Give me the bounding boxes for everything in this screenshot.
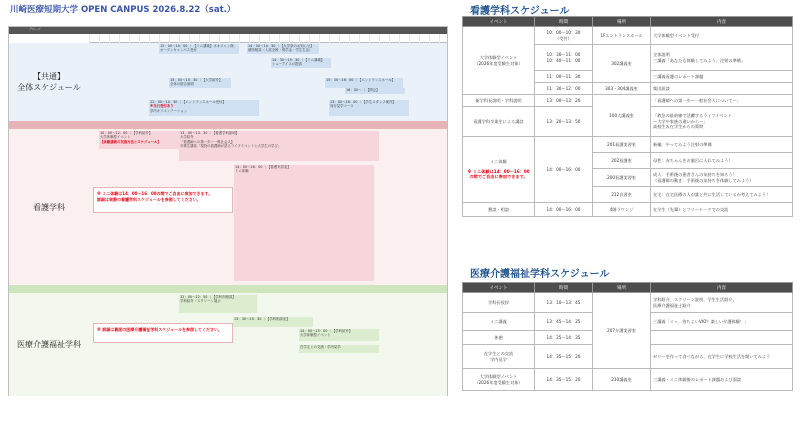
nursing-schedule-title: 看護学科スケジュール <box>470 6 570 17</box>
cell-place: 202看護室 <box>593 153 651 169</box>
col-header-content: 内容 <box>651 17 793 27</box>
cell-time: 14：00～16：00 <box>535 203 593 217</box>
nursing-note: ※ ミニ体験は14：00～16：00の間でご自由に参加できます。 詳細は実際の看護学科スケジュールを参照してください。 <box>93 187 233 213</box>
col-header-event: イベント <box>463 283 535 293</box>
cell-content: 「救急の最前線で活躍するライフイベント ～大学や家族の違いから～」 高校生＆在学生からの質問 <box>651 107 793 137</box>
cell-content: 在学生（先輩）とフリートークでの交流 <box>651 203 793 217</box>
cell-place: 100大講義室 <box>593 95 651 137</box>
cell-time: 14：35～15：20 <box>535 345 593 369</box>
table-row <box>463 203 793 217</box>
cell-content: 新編：やってみよう注射の準備 <box>651 137 793 153</box>
timeline-grid <box>8 26 448 396</box>
grid-header-label: グループ <box>29 27 41 31</box>
cell-content <box>651 331 793 345</box>
cell-place: 200看護実習室 <box>593 169 651 187</box>
section-label-common: 【共通】 全体スケジュール <box>17 72 81 92</box>
event-block: 15：30～16：00 ｜【エントランスホール】 <box>325 78 403 88</box>
grid-header <box>9 27 447 34</box>
overall-schedule-panel <box>8 0 448 426</box>
cell-place: 210講義室 <box>593 369 651 391</box>
cell-content: 学科紹介、スクリーン説明、学生生活紹介、 医療介護福祉士紹介 <box>651 293 793 313</box>
cell-event: 新学科長説明・学科説明 <box>463 95 535 107</box>
table-row <box>463 137 793 153</box>
event-block: 12：00～12：50 ｜【学科別相談】 学科紹介・スクリーン展示 <box>179 295 257 313</box>
table-header-row <box>463 283 793 293</box>
cell-time: 13：10～13：45 <box>535 293 593 313</box>
table-row <box>463 293 793 313</box>
cell-content: 成人：手術後の患者さんの気持ちを知ろう！ （看護師の動き：手術後の気持ちを体験してみよう） <box>651 169 793 187</box>
event-block: 10：00～12：00 ｜【学科紹介】 大学体験型イベント 【体験講義の実施方法とスケジュール】 <box>99 131 179 149</box>
event-block: 14：00～15：00 ｜【学科紹介】 大学体験型イベント <box>299 329 379 341</box>
cell-time: 14：00～16：00 <box>535 137 593 203</box>
care-schedule-title: 医療介護福祉学科スケジュール <box>470 269 610 280</box>
event-block: 14：00～14：30 ｜【大学祭のお知らせ】 個別相談（入試全般・奨学金・学生生活） <box>247 44 319 54</box>
cell-time: 13：20～13：50 <box>535 107 593 137</box>
cell-content: 在宅：在宅医療の人が誰と共に生活しているか考えてみよう！ <box>651 187 793 203</box>
cell-time: 13：45～14：25 <box>535 313 593 331</box>
cell-content: 「看護師への第一歩～一般社会人について～」 <box>651 95 793 107</box>
cell-time: 11：00～11：30 <box>535 71 593 83</box>
table-row <box>463 369 793 391</box>
nursing-divider <box>9 285 447 293</box>
cell-time: 11：30～12：00 <box>535 83 593 95</box>
cell-event: 学科長挨拶 <box>463 293 535 313</box>
cell-place: 212自習室 <box>593 187 651 203</box>
col-header-time: 時間 <box>535 17 593 27</box>
cell-time: 13：00～13：20 <box>535 95 593 107</box>
cell-content: 母性：赤ちゃんをお風呂に入れてみよう！ <box>651 153 793 169</box>
cell-place: 1Fエントランスホール <box>593 27 651 45</box>
col-header-place: 場所 <box>593 283 651 293</box>
cell-place: 302講義室 <box>593 45 651 83</box>
table-row <box>463 95 793 107</box>
cell-event: 大学体験型イベント （2026年度受験生対象） <box>463 369 535 391</box>
event-block: 14：30～15：30 ｜【ミニ講義】 シューアイスの提供 <box>271 58 331 68</box>
cell-content: 三講義看護のレポート課題 <box>651 71 793 83</box>
event-block: 在学生との交流・学内見学 <box>299 345 379 353</box>
common-divider <box>9 121 447 129</box>
page-title: 川崎医療短期大学 OPEN CANPUS 2026.8.22（sat.） <box>10 5 236 15</box>
cell-event: 休憩 <box>463 331 535 345</box>
nursing-schedule-table <box>462 16 793 217</box>
cell-content: 全体説明 三講義「あなたも体験してみよう。注射の準備」 <box>651 45 793 71</box>
event-block: 13：00～16：00 ｜【学生スタッフ案内】 同行見学コース <box>329 100 409 116</box>
cell-event: 在学生との交流 学内見学 <box>463 345 535 369</box>
table-header-row <box>463 17 793 27</box>
cell-time: 14：25～14：35 <box>535 331 593 345</box>
cell-event: ミニ体験 ※ ミニ体験は14：00～16：00 の間でご自由に参加できます。 <box>463 137 535 203</box>
cell-place: 201看護実習室 <box>593 137 651 153</box>
event-block: 12：00～14：00 ｜ 【ミニ講義】ネオジャン館 オープンキャンパス受付 <box>159 44 239 54</box>
cell-time: 10：30～11：00 10：40～11：00 <box>535 45 593 71</box>
event-block: 13：30～15：30 ｜【学科相談室】 <box>233 317 313 327</box>
col-header-place: 場所 <box>593 17 651 27</box>
care-schedule-table <box>462 282 793 391</box>
cell-event: 看護学科卒業生による講話 <box>463 107 535 137</box>
cell-time: 10：00～10：30 （受付） <box>535 27 593 45</box>
cell-content: 大学体験型イベント受付 <box>651 27 793 45</box>
col-header-event: イベント <box>463 17 535 27</box>
event-block: 16：00～ ｜【閉会】 <box>345 88 405 94</box>
col-header-content: 内容 <box>651 283 793 293</box>
section-label-nursing: 看護学科 <box>33 202 65 212</box>
event-block: 14：00～16：00 ｜【看護実習室】 ミニ体験 <box>234 165 374 281</box>
event-block: 12：00～14：30 ｜【エントランスホール受付】 ※当日受付あり 学内オリエンテーション <box>149 100 259 116</box>
cell-place: 207介護実習室 <box>593 293 651 369</box>
cell-content: ゼリーを作って食べながら、在学生に学校生活を聞いてみよう <box>651 345 793 369</box>
cell-content: 集団面談 <box>651 83 793 95</box>
cell-place: 303・304講義室 <box>593 83 651 95</box>
event-block: 13：00～13：30 ｜【看護学科説明】 大学紹介 「看護師への第一歩～一般社会人】 卒業生講話「現役の看護師が語るライフイベントと大学生の学び」 <box>179 131 379 161</box>
cell-content: 三講義「ミッ、待ちよいVIO？楽しい介護体験！」 <box>651 313 793 331</box>
col-header-time: 時間 <box>535 283 593 293</box>
cell-content: 三講義・ミニ体験後のレポート課題および面談 <box>651 369 793 391</box>
cell-place: 4階ラウンジ <box>593 203 651 217</box>
table-row <box>463 27 793 45</box>
cell-event: 大学体験型イベント （2026年度受験生対象） <box>463 27 535 95</box>
event-block: 15：00～15：30 ｜【大学紹介】 全体の総合説明 <box>169 78 231 88</box>
cell-event: ミニ講義 <box>463 313 535 331</box>
care-note: ※ 詳細は裏面の医療介護福祉学科スケジュールを参照してください。 <box>93 323 233 343</box>
cell-event: 懇談・相談 <box>463 203 535 217</box>
cell-time: 14：35～15：20 <box>535 369 593 391</box>
section-label-care: 医療介護福祉学科 <box>17 340 81 349</box>
